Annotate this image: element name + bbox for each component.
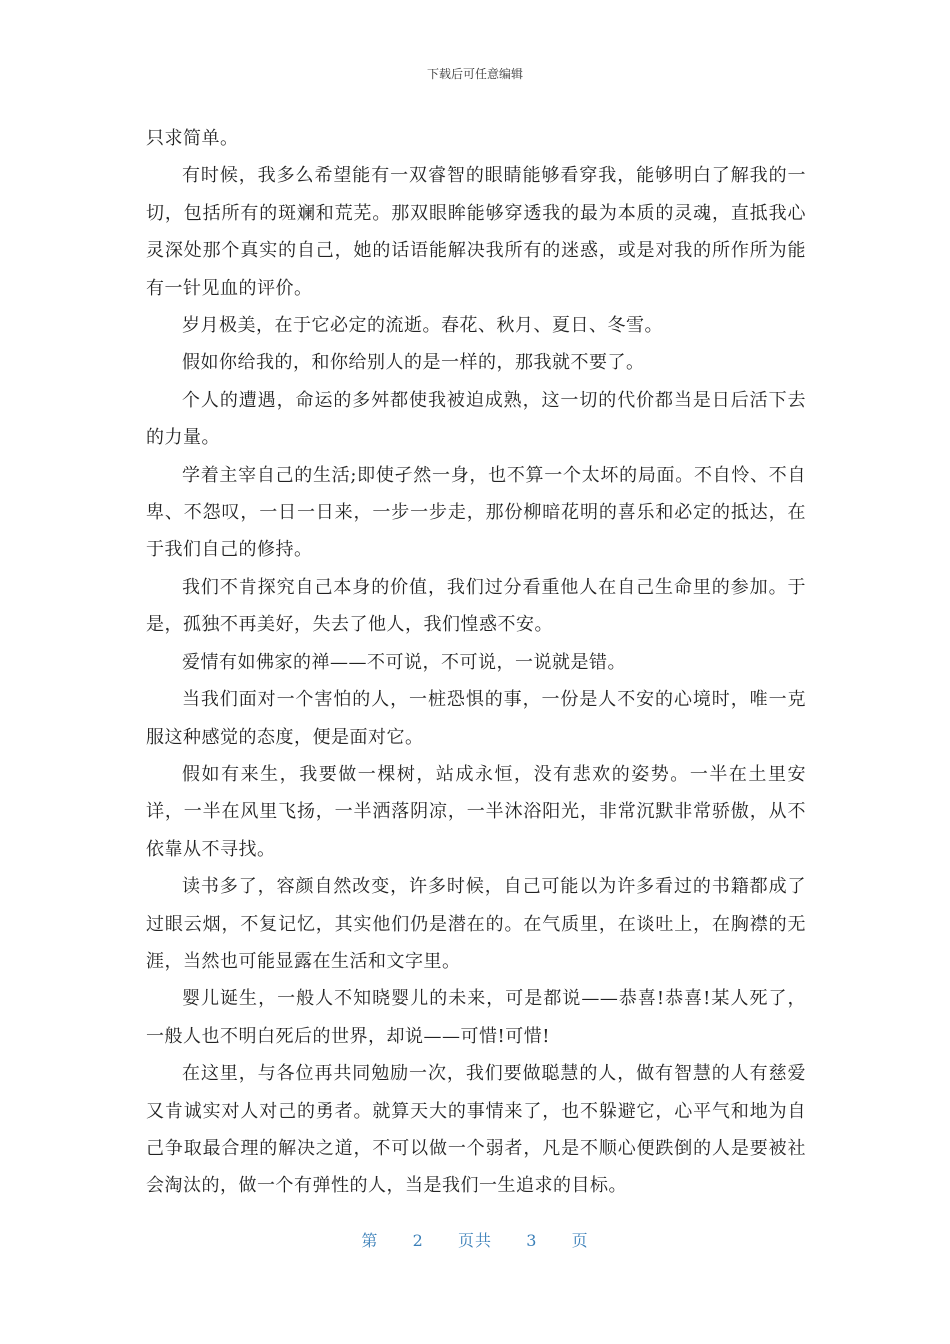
paragraph: 只求简单。: [146, 128, 239, 149]
paragraph: 当我们面对一个害怕的人，一桩恐惧的事，一份是人不安的心境时，唯一克服这种感觉的态度，便是面对它。: [146, 689, 806, 748]
document-body: [146, 120, 806, 1205]
paragraph: 岁月极美，在于它必定的流逝。春花、秋月、夏日、冬雪。: [182, 315, 663, 337]
paragraph: 假如你给我的，和你给别人的是一样的，那我就不要了。: [182, 352, 645, 374]
paragraph: 有时候，我多么希望能有一双睿智的眼睛能够看穿我，能够明白了解我的一切，包括所有的斑斓和荒芜。那双眼眸能够穿透我的最为本质的灵魂，直抵我心灵深处那个真实的自己，她的话语能解决我所有的迷惑，或是对我的所作所为能有一针见血的评价。: [146, 165, 806, 299]
footer-total-pages: 3: [526, 1231, 538, 1250]
paragraph: 在这里，与各位再共同勉励一次，我们要做聪慧的人，做有智慧的人有慈爱又肯诚实对人对己的勇者。就算天大的事情来了，也不躲避它，心平气和地为自己争取最合理的解决之道，不可以做一个弱者，凡是不顺心便跌倒的人是要被社会淘汰的，做一个有弹性的人，当是我们一生追求的目标。: [146, 1063, 806, 1197]
paragraph: 读书多了，容颜自然改变，许多时候，自己可能以为许多看过的书籍都成了过眼云烟，不复记忆，其实他们仍是潜在的。在气质里，在谈吐上，在胸襟的无涯，当然也可能显露在生活和文字里。: [146, 876, 806, 972]
paragraph: 学着主宰自己的生活;即使孑然一身，也不算一个太坏的局面。不自怜、不自卑、不怨叹，一日一日来，一步一步走，那份柳暗花明的喜乐和必定的抵达，在于我们自己的修持。: [146, 464, 806, 561]
paragraph: 个人的遭遇，命运的多舛都使我被迫成熟，这一切的代价都当是日后活下去的力量。: [146, 389, 806, 449]
page-footer: [0, 1228, 950, 1251]
paragraph: 我们不肯探究自己本身的价值，我们过分看重他人在自己生命里的参加。于是，孤独不再美好，失去了他人，我们惶惑不安。: [146, 576, 806, 636]
page-header: 下载后可任意编辑: [426, 67, 523, 81]
paragraph: 爱情有如佛家的禅——不可说，不可说，一说就是错。: [182, 651, 626, 673]
footer-middle: 页共: [457, 1231, 492, 1250]
paragraph: 婴儿诞生，一般人不知晓婴儿的未来，可是都说——恭喜!恭喜!某人死了，一般人也不明白死后的世界，却说——可惜!可惜!: [146, 988, 806, 1047]
footer-prefix: 第: [361, 1231, 379, 1250]
footer-suffix: 页: [571, 1231, 589, 1250]
footer-page-number: 2: [412, 1231, 424, 1250]
paragraph: 假如有来生，我要做一棵树，站成永恒，没有悲欢的姿势。一半在土里安详，一半在风里飞扬，一半洒落阴凉，一半沐浴阳光，非常沉默非常骄傲，从不依靠从不寻找。: [146, 763, 806, 860]
